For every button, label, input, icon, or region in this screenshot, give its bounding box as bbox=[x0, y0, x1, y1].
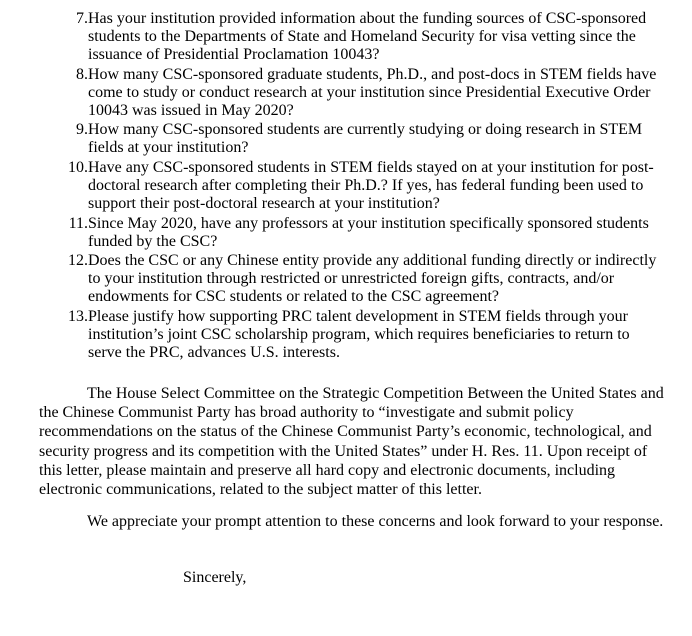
question-item-10 bbox=[52, 159, 662, 213]
question-text: Since May 2020, have any professors at your institution specifically sponsored students funded by the CSC? bbox=[88, 214, 649, 250]
authority-paragraph: The House Select Committee on the Strategic Competition Between the United States and the Chinese Communist Party has broad authority to “investigate and submit policy recommendations on the status of the Chinese Communist Party’s economic, technological, and security progress and its competition with the United States” under H. Res. 11. Upon receipt of this letter, please maintain and preserve all hard copy and electronic documents, including electronic communications, related to the subject matter of this letter. bbox=[39, 385, 664, 499]
question-text: Please justify how supporting PRC talent development in STEM fields through your institution’s joint CSC scholarship program, which requires beneficiaries to return to serve the PRC, advances U.S. interests. bbox=[88, 307, 630, 362]
question-number: 9. bbox=[76, 121, 88, 139]
question-item-9 bbox=[52, 121, 662, 157]
question-number: 13. bbox=[68, 307, 88, 325]
question-item-8 bbox=[52, 66, 662, 120]
question-item-7 bbox=[52, 10, 662, 64]
question-text: Have any CSC-sponsored students in STEM fields stayed on at your institution for post-doctoral research after completing their Ph.D.? If yes, has federal funding been used to support their post-doctoral research at your institution? bbox=[88, 158, 654, 213]
question-list bbox=[52, 10, 662, 364]
question-text: How many CSC-sponsored graduate students, Ph.D., and post-docs in STEM fields have come to study or conduct research at your institution since Presidential Executive Order 10043 was issued in May 2020? bbox=[88, 65, 657, 119]
question-number: 10. bbox=[68, 158, 88, 176]
question-text: Does the CSC or any Chinese entity provide any additional funding directly or indirectly to your institution through restricted or unrestricted foreign gifts, contracts, and/or endowments for CSC students or related to the CSC agreement? bbox=[88, 252, 657, 306]
question-number: 7. bbox=[76, 10, 88, 27]
question-number: 8. bbox=[76, 65, 88, 83]
question-number: 12. bbox=[68, 252, 88, 270]
question-text: Has your institution provided information about the funding sources of CSC-sponsored students to the Departments of State and Homeland Security for visa vetting since the issuance of Presidential Proclamation 10043? bbox=[88, 10, 647, 64]
question-item-12 bbox=[52, 252, 662, 306]
appreciation-paragraph: We appreciate your prompt attention to these concerns and look forward to your response. bbox=[87, 513, 664, 530]
closing-salutation: Sincerely, bbox=[183, 569, 247, 586]
question-text: How many CSC-sponsored students are currently studying or doing research in STEM fields at your institution? bbox=[88, 121, 643, 157]
question-number: 11. bbox=[68, 214, 88, 232]
question-item-11 bbox=[52, 215, 662, 251]
question-item-13 bbox=[52, 308, 662, 362]
